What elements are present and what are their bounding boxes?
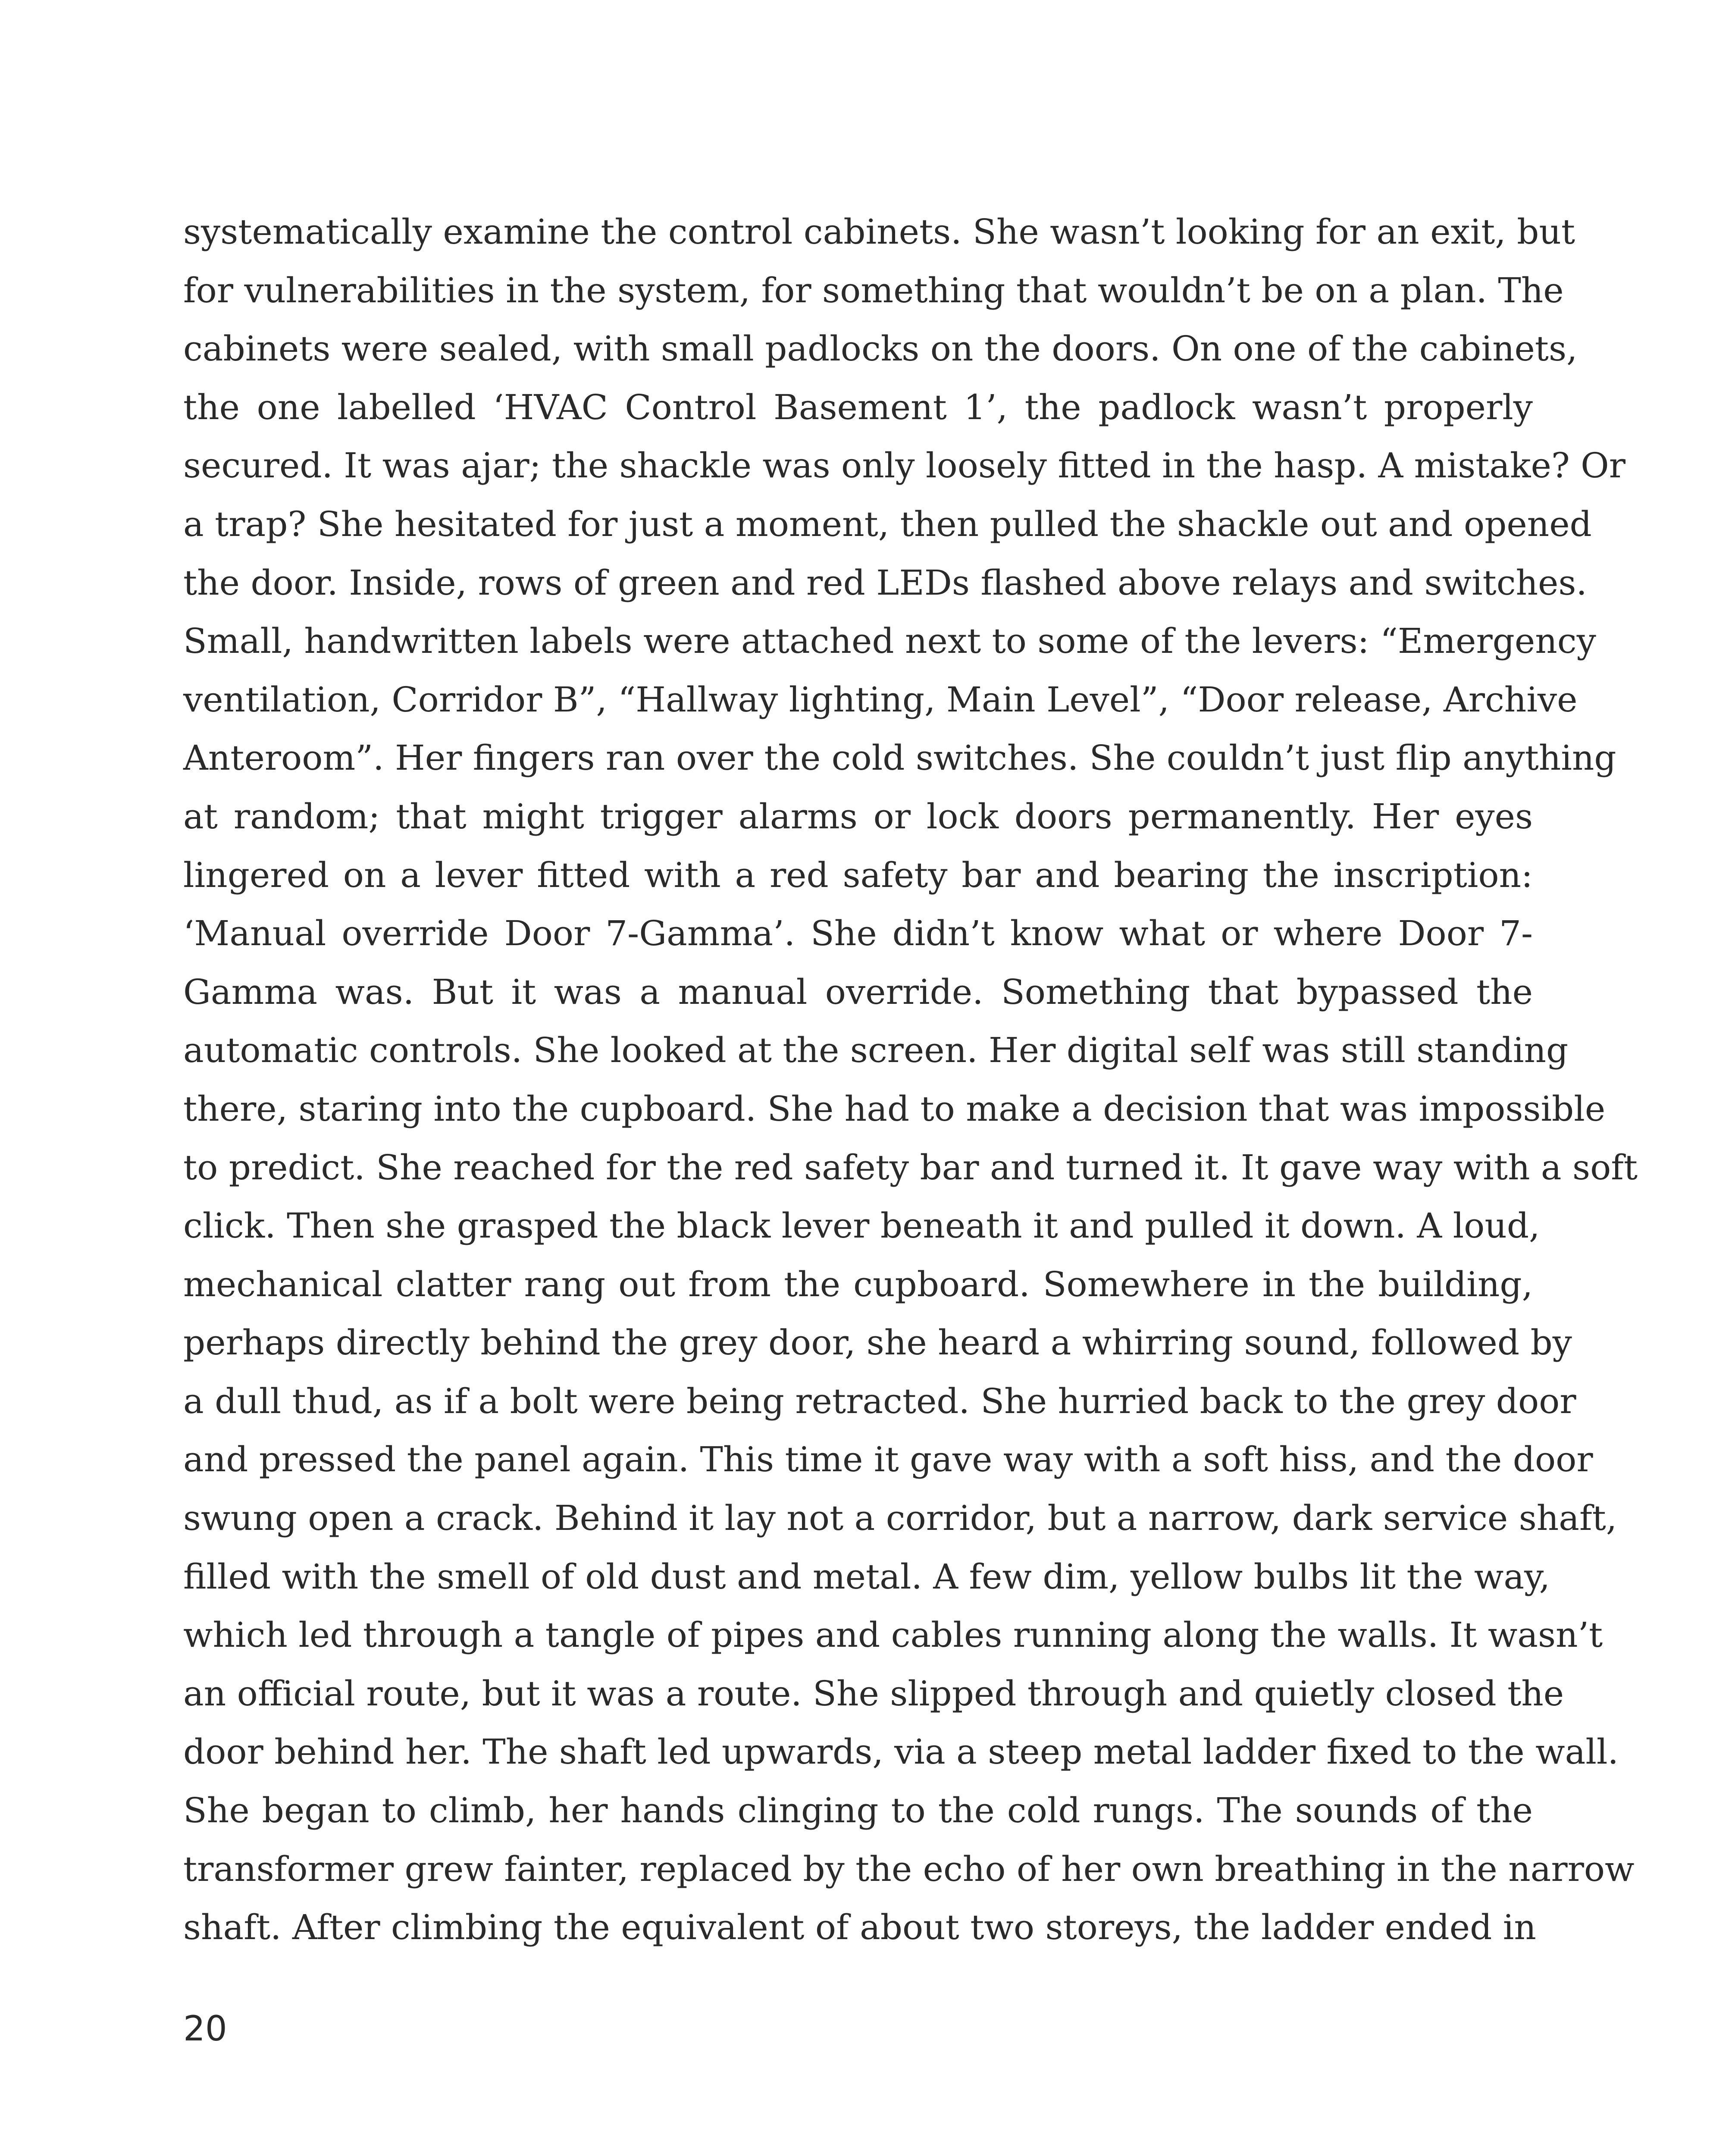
text-line: cabinets were sealed, with small padlocks on the doors. On one of the cabinets, xyxy=(183,329,1578,369)
text-line: and pressed the panel again. This time it gave way with a soft hiss, and the door xyxy=(183,1439,1593,1480)
text-line: secured. It was ajar; the shackle was only loosely fitted in the hasp. A mistake? Or xyxy=(183,445,1626,486)
text-line: a trap? She hesitated for just a moment, then pulled the shackle out and opened xyxy=(183,504,1592,544)
text-line: click. Then she grasped the black lever beneath it and pulled it down. A loud, xyxy=(183,1206,1540,1246)
text-line: a dull thud, as if a bolt were being retracted. She hurried back to the grey door xyxy=(183,1381,1576,1421)
text-line: Small, handwritten labels were attached next to some of the levers: “Emergency xyxy=(183,621,1596,661)
text-line: Gamma was. But it was a manual override. Something that bypassed the xyxy=(183,971,1533,1012)
text-line: swung open a crack. Behind it lay not a corridor, but a narrow, dark service shaft, xyxy=(183,1498,1617,1539)
text-line: for vulnerabilities in the system, for something that wouldn’t be on a plan. The xyxy=(183,270,1564,310)
text-line: to predict. She reached for the red safety bar and turned it. It gave way with a soft xyxy=(183,1147,1638,1188)
text-line: there, staring into the cupboard. She had to make a decision that was impossible xyxy=(183,1088,1606,1129)
text-line: She began to climb, her hands clinging to the cold rungs. The sounds of the xyxy=(183,1790,1533,1831)
text-line: Anteroom”. Her fingers ran over the cold switches. She couldn’t just flip anything xyxy=(183,738,1616,778)
text-line: mechanical clatter rang out from the cupboard. Somewhere in the building, xyxy=(183,1264,1533,1304)
text-line: an official route, but it was a route. She slipped through and quietly closed the xyxy=(183,1673,1564,1714)
text-line: the door. Inside, rows of green and red LEDs flashed above relays and switches. xyxy=(183,562,1587,603)
text-line: automatic controls. She looked at the screen. Her digital self was still standing xyxy=(183,1030,1569,1071)
text-line: lingered on a lever fitted with a red safety bar and bearing the inscription: xyxy=(183,855,1533,895)
text-line: ventilation, Corridor B”, “Hallway lighting, Main Level”, “Door release, Archive xyxy=(183,679,1578,720)
text-line: shaft. After climbing the equivalent of about two storeys, the ladder ended in xyxy=(183,1907,1536,1948)
page-number: 20 xyxy=(183,2009,227,2049)
text-line: perhaps directly behind the grey door, she heard a whirring sound, followed by xyxy=(183,1322,1572,1363)
text-line: systematically examine the control cabinets. She wasn’t looking for an exit, but xyxy=(183,212,1575,252)
text-line: door behind her. The shaft led upwards, via a steep metal ladder fixed to the wall. xyxy=(183,1732,1619,1772)
text-line: transformer grew fainter, replaced by the echo of her own breathing in the narrow xyxy=(183,1849,1635,1889)
body-text xyxy=(183,203,1638,1957)
text-line: which led through a tangle of pipes and cables running along the walls. It wasn’t xyxy=(183,1615,1603,1655)
text-line: the one labelled ‘HVAC Control Basement 1’, the padlock wasn’t properly xyxy=(183,387,1533,427)
text-line: filled with the smell of old dust and metal. A few dim, yellow bulbs lit the way, xyxy=(183,1556,1550,1597)
text-line: at random; that might trigger alarms or lock doors permanently. Her eyes xyxy=(183,796,1533,837)
text-line: ‘Manual override Door 7-Gamma’. She didn’t know what or where Door 7- xyxy=(183,913,1533,954)
